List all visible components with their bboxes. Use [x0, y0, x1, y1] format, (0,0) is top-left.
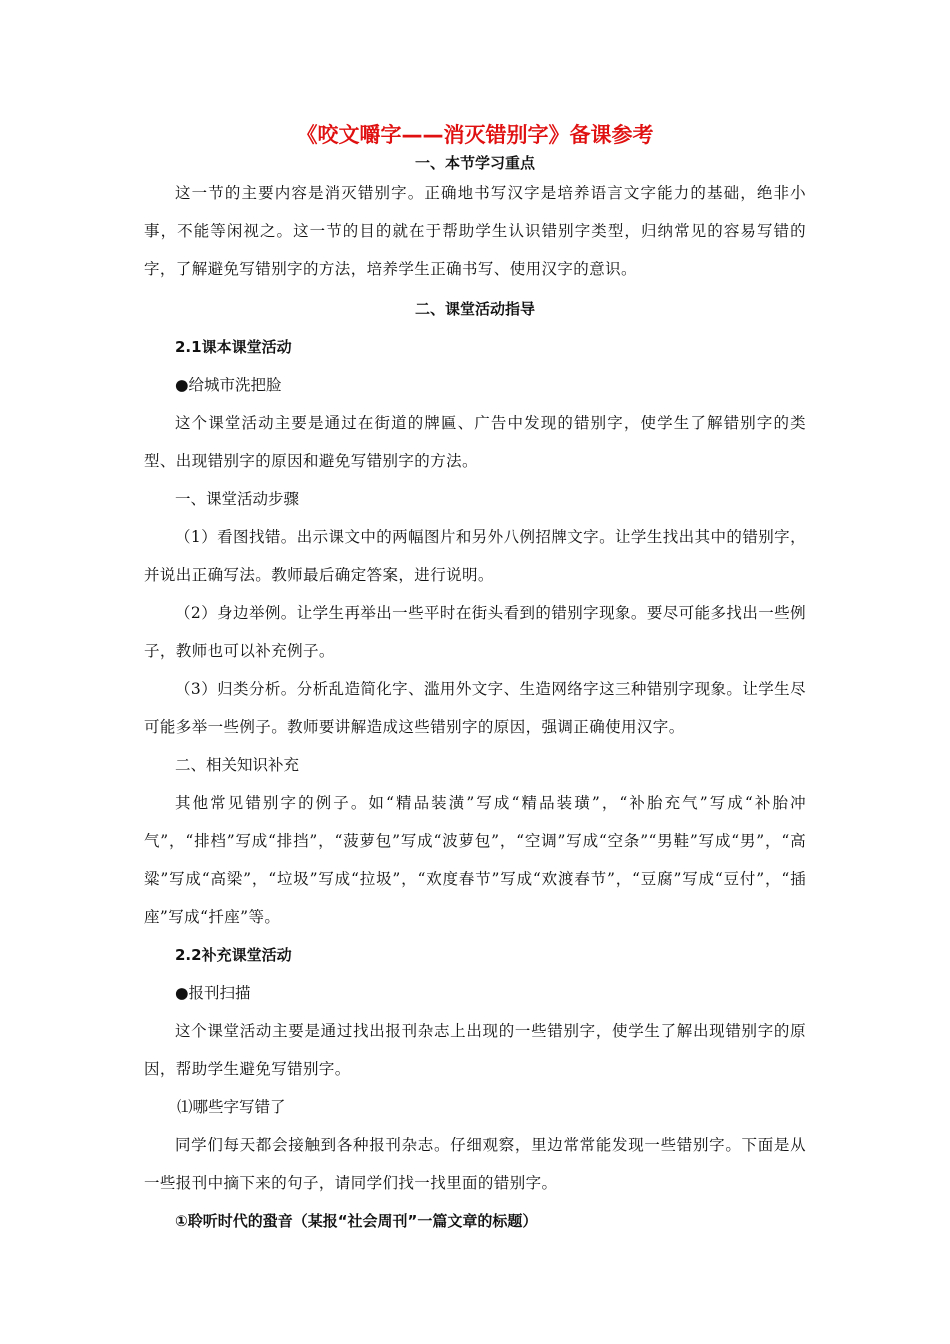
document-page — [144, 118, 806, 1240]
item-text-paragraph: 同学们每天都会接触到各种报刊杂志。仔细观察，里边常常能发现一些错别字。下面是从一些报刊中摘下来的句子，请同学们找一找里面的错别字。 — [144, 1136, 806, 1192]
step-2-paragraph: （2）身边举例。让学生再举出一些平时在街头看到的错别字现象。要尽可能多找出一些例子，教师也可以补充例子。 — [144, 604, 806, 660]
knowledge-heading: 二、相关知识补充 — [175, 756, 300, 774]
key-points-paragraph: 这一节的主要内容是消灭错别字。正确地书写汉字是培养语言文字能力的基础，绝非小事，不能等闲视之。这一节的目的就在于帮助学生认识错别字类型，归纳常见的容易写错的字，了解避免写错别字的方法，培养学生正确书写、使用汉字的意识。 — [144, 184, 806, 278]
activity-bullet-newspaper: ●报刊扫描 — [175, 984, 251, 1002]
activity-bullet-city: ●给城市洗把脸 — [175, 376, 282, 394]
steps-heading: 一、课堂活动步骤 — [175, 490, 300, 508]
activity-intro-paragraph: 这个课堂活动主要是通过在街道的牌匾、广告中发现的错别字，使学生了解错别字的类型、出现错别字的原因和避免写错别字的方法。 — [144, 414, 806, 470]
item-heading-wrong-characters: ⑴哪些字写错了 — [177, 1098, 286, 1116]
knowledge-paragraph: 其他常见错别字的例子。如“精品装潢”写成“精品装璜”，“补胎充气”写成“补胎冲气”，“排档”写成“排挡”，“菠萝包”写成“波萝包”，“空调”写成“空条”“男鞋”写成“男”，“高粱”写成“高梁”，“垃圾”写成“拉圾”，“欢度春节”写成“欢渡春节”，“豆腐”写成“豆付”，“插座”写成“扦座”等。 — [144, 794, 806, 926]
subsection-heading-supplementary-activity: 2.2补充课堂活动 — [175, 946, 292, 964]
example-1: ①聆听时代的蛩音（某报“社会周刊”一篇文章的标题） — [175, 1212, 538, 1230]
supplementary-intro-paragraph: 这个课堂活动主要是通过找出报刊杂志上出现的一些错别字，使学生了解出现错别字的原因，帮助学生避免写错别字。 — [144, 1022, 806, 1078]
subsection-heading-textbook-activity: 2.1课本课堂活动 — [175, 338, 292, 356]
step-3-paragraph: （3）归类分析。分析乱造简化字、滥用外文字、生造网络字这三种错别字现象。让学生尽可能多举一些例子。教师要讲解造成这些错别字的原因，强调正确使用汉字。 — [144, 680, 806, 736]
section-heading-activity-guide: 二、课堂活动指导 — [414, 300, 535, 318]
step-1-paragraph: （1）看图找错。出示课文中的两幅图片和另外八例招牌文字。让学生找出其中的错别字，并说出正确写法。教师最后确定答案，进行说明。 — [144, 528, 806, 584]
document-title: 《咬文嚼字——消灭错别字》备课参考 — [296, 123, 654, 147]
section-heading-key-points: 一、本节学习重点 — [414, 154, 535, 172]
